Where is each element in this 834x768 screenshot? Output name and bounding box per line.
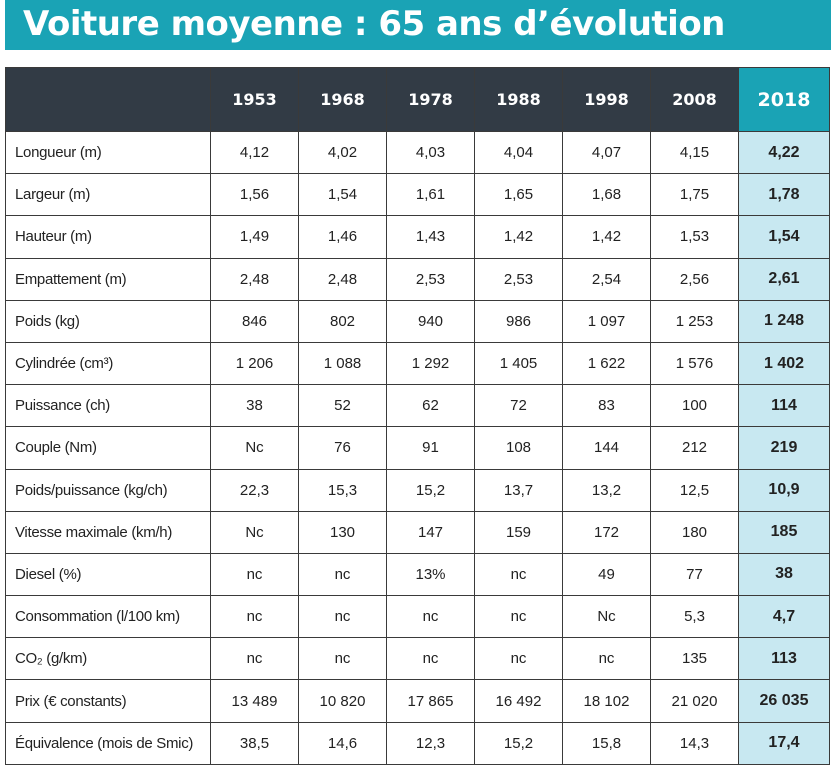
table-cell: nc [211, 638, 299, 680]
table-row [6, 596, 830, 638]
table-row [6, 722, 830, 764]
table-row [6, 300, 830, 342]
table-cell-highlight: 185 [739, 511, 830, 553]
table-cell: 2,48 [299, 258, 387, 300]
table-cell-highlight: 17,4 [739, 722, 830, 764]
table-cell: 1 253 [651, 300, 739, 342]
page-title: Voiture moyenne : 65 ans d’évolution [23, 4, 725, 44]
table-row [6, 258, 830, 300]
table-row [6, 385, 830, 427]
table-cell: 15,3 [299, 469, 387, 511]
comparison-table [5, 67, 830, 765]
table-row [6, 342, 830, 384]
table-cell: 1,54 [299, 174, 387, 216]
table-cell: 1 088 [299, 342, 387, 384]
table-cell-highlight: 26 035 [739, 680, 830, 722]
table-row [6, 427, 830, 469]
table-cell: nc [387, 638, 475, 680]
table-cell: 1 576 [651, 342, 739, 384]
header-corner [6, 68, 211, 132]
table-cell-highlight: 38 [739, 553, 830, 595]
table-cell: 1 097 [563, 300, 651, 342]
table-cell: 12,5 [651, 469, 739, 511]
table-cell-highlight: 219 [739, 427, 830, 469]
table-cell-highlight: 1 248 [739, 300, 830, 342]
table-cell: 52 [299, 385, 387, 427]
table-cell: 38 [211, 385, 299, 427]
table-cell: nc [299, 638, 387, 680]
table-row [6, 469, 830, 511]
table-cell: 1,65 [475, 174, 563, 216]
table-cell: nc [211, 596, 299, 638]
title-bar [5, 0, 831, 50]
table-cell: 100 [651, 385, 739, 427]
table-cell: 1,43 [387, 216, 475, 258]
table-cell-highlight: 114 [739, 385, 830, 427]
table-cell: 1 405 [475, 342, 563, 384]
table-cell: 22,3 [211, 469, 299, 511]
table-cell: 4,12 [211, 132, 299, 174]
table-cell: nc [387, 596, 475, 638]
table-cell: 802 [299, 300, 387, 342]
table-cell: 1 292 [387, 342, 475, 384]
table-cell: 83 [563, 385, 651, 427]
table-cell: 5,3 [651, 596, 739, 638]
table-cell: 12,3 [387, 722, 475, 764]
table-cell: nc [299, 596, 387, 638]
row-label: Cylindrée (cm³) [6, 342, 211, 384]
table-cell: 159 [475, 511, 563, 553]
table-cell: 72 [475, 385, 563, 427]
table-cell-highlight: 10,9 [739, 469, 830, 511]
table-cell: Nc [211, 511, 299, 553]
table-row [6, 553, 830, 595]
table-cell: 135 [651, 638, 739, 680]
table-row [6, 680, 830, 722]
table-cell-highlight: 4,7 [739, 596, 830, 638]
table-cell: 2,48 [211, 258, 299, 300]
table-cell: 4,15 [651, 132, 739, 174]
column-header: 1968 [299, 68, 387, 132]
column-header-highlight: 2018 [739, 68, 830, 132]
table-cell: 1,75 [651, 174, 739, 216]
table-cell: 4,07 [563, 132, 651, 174]
table-row [6, 511, 830, 553]
table-cell: 1,68 [563, 174, 651, 216]
table-cell: 13,7 [475, 469, 563, 511]
table-cell: 16 492 [475, 680, 563, 722]
table-cell: 108 [475, 427, 563, 469]
table-cell: 4,04 [475, 132, 563, 174]
table-cell: 13% [387, 553, 475, 595]
table-cell: nc [475, 553, 563, 595]
row-label: Empattement (m) [6, 258, 211, 300]
table-cell: 1,49 [211, 216, 299, 258]
row-label: Puissance (ch) [6, 385, 211, 427]
column-header: 1988 [475, 68, 563, 132]
table-cell: 1,46 [299, 216, 387, 258]
header-row [6, 68, 830, 132]
table-cell: 76 [299, 427, 387, 469]
table-cell-highlight: 4,22 [739, 132, 830, 174]
table-cell: 14,3 [651, 722, 739, 764]
table-cell-highlight: 1 402 [739, 342, 830, 384]
table-cell: 13 489 [211, 680, 299, 722]
column-header: 1998 [563, 68, 651, 132]
table-cell: 2,53 [387, 258, 475, 300]
table-cell: 1,53 [651, 216, 739, 258]
row-label: Couple (Nm) [6, 427, 211, 469]
table-cell: 14,6 [299, 722, 387, 764]
table-cell: 13,2 [563, 469, 651, 511]
table-cell-highlight: 1,78 [739, 174, 830, 216]
row-label: Largeur (m) [6, 174, 211, 216]
row-label: Poids (kg) [6, 300, 211, 342]
row-label: Équivalence (mois de Smic) [6, 722, 211, 764]
table-cell: nc [475, 596, 563, 638]
table-cell: 10 820 [299, 680, 387, 722]
table-cell: 18 102 [563, 680, 651, 722]
table-cell: 77 [651, 553, 739, 595]
table-cell: 986 [475, 300, 563, 342]
table-cell: 2,53 [475, 258, 563, 300]
table-cell: 4,02 [299, 132, 387, 174]
row-label: Prix (€ constants) [6, 680, 211, 722]
column-header: 2008 [651, 68, 739, 132]
table-cell: 1,61 [387, 174, 475, 216]
table-cell: Nc [211, 427, 299, 469]
table-cell: 4,03 [387, 132, 475, 174]
table-cell: 1 622 [563, 342, 651, 384]
table-cell: 1,42 [563, 216, 651, 258]
table-cell: 49 [563, 553, 651, 595]
table-cell: 130 [299, 511, 387, 553]
row-label: Poids/puissance (kg/ch) [6, 469, 211, 511]
table-cell: 1,56 [211, 174, 299, 216]
table-cell: 147 [387, 511, 475, 553]
column-header: 1978 [387, 68, 475, 132]
table-cell: 1 206 [211, 342, 299, 384]
table-cell: 62 [387, 385, 475, 427]
table-cell: 17 865 [387, 680, 475, 722]
table-cell: 2,56 [651, 258, 739, 300]
table-cell: Nc [563, 596, 651, 638]
table-cell: nc [299, 553, 387, 595]
table-cell-highlight: 1,54 [739, 216, 830, 258]
column-header: 1953 [211, 68, 299, 132]
table-row [6, 174, 830, 216]
table-cell: nc [563, 638, 651, 680]
table-row [6, 132, 830, 174]
table-cell: 180 [651, 511, 739, 553]
table-cell: 38,5 [211, 722, 299, 764]
table-row [6, 216, 830, 258]
table-cell: 15,8 [563, 722, 651, 764]
table-cell: 212 [651, 427, 739, 469]
row-label: Hauteur (m) [6, 216, 211, 258]
table-cell: 15,2 [475, 722, 563, 764]
table-cell: 846 [211, 300, 299, 342]
table-body [6, 132, 830, 765]
row-label: CO₂ (g/km) [6, 638, 211, 680]
table-cell: nc [475, 638, 563, 680]
table-cell: 1,42 [475, 216, 563, 258]
row-label: Vitesse maximale (km/h) [6, 511, 211, 553]
row-label: Consommation (l/100 km) [6, 596, 211, 638]
table-cell: 21 020 [651, 680, 739, 722]
table-cell-highlight: 2,61 [739, 258, 830, 300]
table-cell: 144 [563, 427, 651, 469]
table-cell: nc [211, 553, 299, 595]
table-cell: 172 [563, 511, 651, 553]
row-label: Longueur (m) [6, 132, 211, 174]
table-row [6, 638, 830, 680]
table-cell-highlight: 113 [739, 638, 830, 680]
table-cell: 15,2 [387, 469, 475, 511]
table-cell: 2,54 [563, 258, 651, 300]
row-label: Diesel (%) [6, 553, 211, 595]
table-cell: 940 [387, 300, 475, 342]
table-cell: 91 [387, 427, 475, 469]
